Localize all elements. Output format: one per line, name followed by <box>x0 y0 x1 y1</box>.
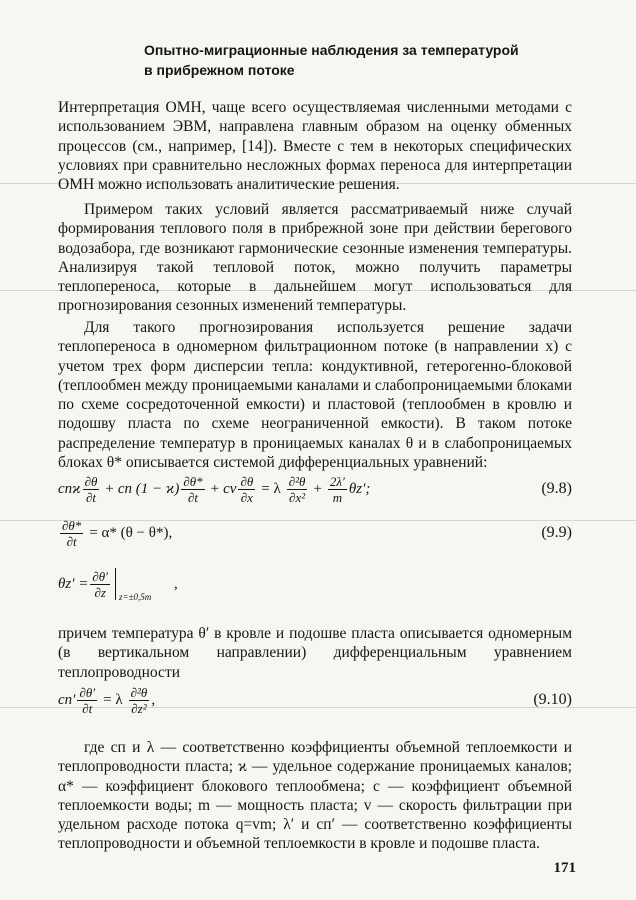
eq-fraction: $\frac{\partial\theta}{\partial t}$ <box>84 473 98 505</box>
eq-operator: + <box>313 480 322 497</box>
eq-fraction: $\frac{\partial\theta'}{\partial z}$ <box>92 568 109 600</box>
eq-term: , <box>151 691 156 708</box>
eq-fraction: $\frac{\partial\theta'}{\partial t}$ <box>79 684 96 716</box>
equation-9-8 <box>58 472 572 506</box>
equation-number: (9.10) <box>533 691 572 708</box>
section-title-line1: Опытно-миграционные наблюдения за температурой <box>144 42 519 58</box>
paragraph-1: Интерпретация ОМН, чаще всего осуществляемая численными методами с использованием ЭВМ, направлена главным образом на оценку обменных процессов (см., например, [14]). Вместе с тем в некоторых специфических условиях при сравнительно несложных формах переноса для интерпретации ОМН можно использовать аналитические решения. <box>58 99 572 194</box>
paragraph-4: причем температура θ′ в кровле и подошве пласта описывается одномерным (в вертикальном направлении) дифференциальным уравнением теплопроводности <box>58 625 572 681</box>
page-number: 171 <box>553 860 576 876</box>
equation-number: (9.8) <box>541 480 572 497</box>
eq-fraction: $\frac{\partial\theta}{\partial x}$ <box>240 473 254 505</box>
eq-operator: = λ <box>103 691 123 708</box>
eq-fraction: $\frac{\text{∂²θ}}{\text{∂z²}}$ <box>130 684 148 716</box>
eq-operator: + <box>105 480 114 497</box>
eq-term: = α* (θ − θ*), <box>89 524 173 541</box>
eq-fraction: $\frac{2\lambda'}{m}$ <box>329 473 345 505</box>
equation-number: (9.9) <box>541 524 572 541</box>
equation-theta-z <box>58 564 572 604</box>
eq-fraction: $\frac{\partial\theta*}{\partial t}$ <box>62 517 82 549</box>
eq-term: θz′; <box>348 480 371 497</box>
paragraph-5: где cп и λ — соответственно коэффициенты объемной теплоемкости и теплопроводности пласта; ϰ — удельное содержание проницаемых каналов; α* — коэффициент блокового теплообмена; c — коэффициент объемной теплоемкости воды; m — мощность пласта; v — скорость фильтрации при удельном расходе потока q=vm; λ′ и cп′ — соответственно коэффициенты теплопроводности и объемной теплоемкости в кровле и подошве пласта. <box>58 739 572 853</box>
eq-fraction: $\frac{\partial\theta*}{\partial t}$ <box>183 473 203 505</box>
section-title-line2: в прибрежном потоке <box>144 62 295 78</box>
paragraph-3: Для такого прогнозирования используется решение задачи теплопереноса в одномерном фильтрационном потоке (в направлении x) с учетом трех форм дисперсии тепла: кондуктивной, гетерогенно-блоковой (теплообмен между проницаемыми каналами и слабопроницаемыми блоками по схеме сосредоточенной емкости) и пластовой (теплообмен в кровлю и подошву пласта по схеме неограниченной емкости). В таком потоке распределение температур в проницаемых каналах θ и в слабопроницаемых блоках θ* описывается системой дифференциальных уравнений: <box>58 319 572 472</box>
eq-term: θz′ = <box>58 575 89 592</box>
eq-fraction: $\frac{\text{∂²θ}}{\text{∂x²}}$ <box>288 473 306 505</box>
eq-operator: = λ <box>261 480 281 497</box>
section-title <box>144 40 584 80</box>
eq-term: cп (1 − ϰ) <box>117 480 180 497</box>
equation-9-9 <box>58 516 572 550</box>
eq-term: cп′ <box>58 691 76 708</box>
equation-9-10 <box>58 683 572 717</box>
eq-term: cпϰ <box>58 480 81 497</box>
eq-operator: + <box>210 480 220 497</box>
eq-term: cv <box>223 480 237 497</box>
eq-evaluation-bar: z=±0,5m <box>115 568 116 600</box>
paragraph-2: Примером таких условий является рассматриваемый ниже случай формирования теплового поля в прибрежной зоне при действии берегового водозабора, где возникают гармонические сезонные изменения температуры. Анализируя такой тепловой поток, можно получить параметры теплопереноса, которые в дальнейшем могут использоваться для прогнозирования сезонных изменений температуры. <box>58 201 572 315</box>
eq-term: , <box>174 575 178 592</box>
